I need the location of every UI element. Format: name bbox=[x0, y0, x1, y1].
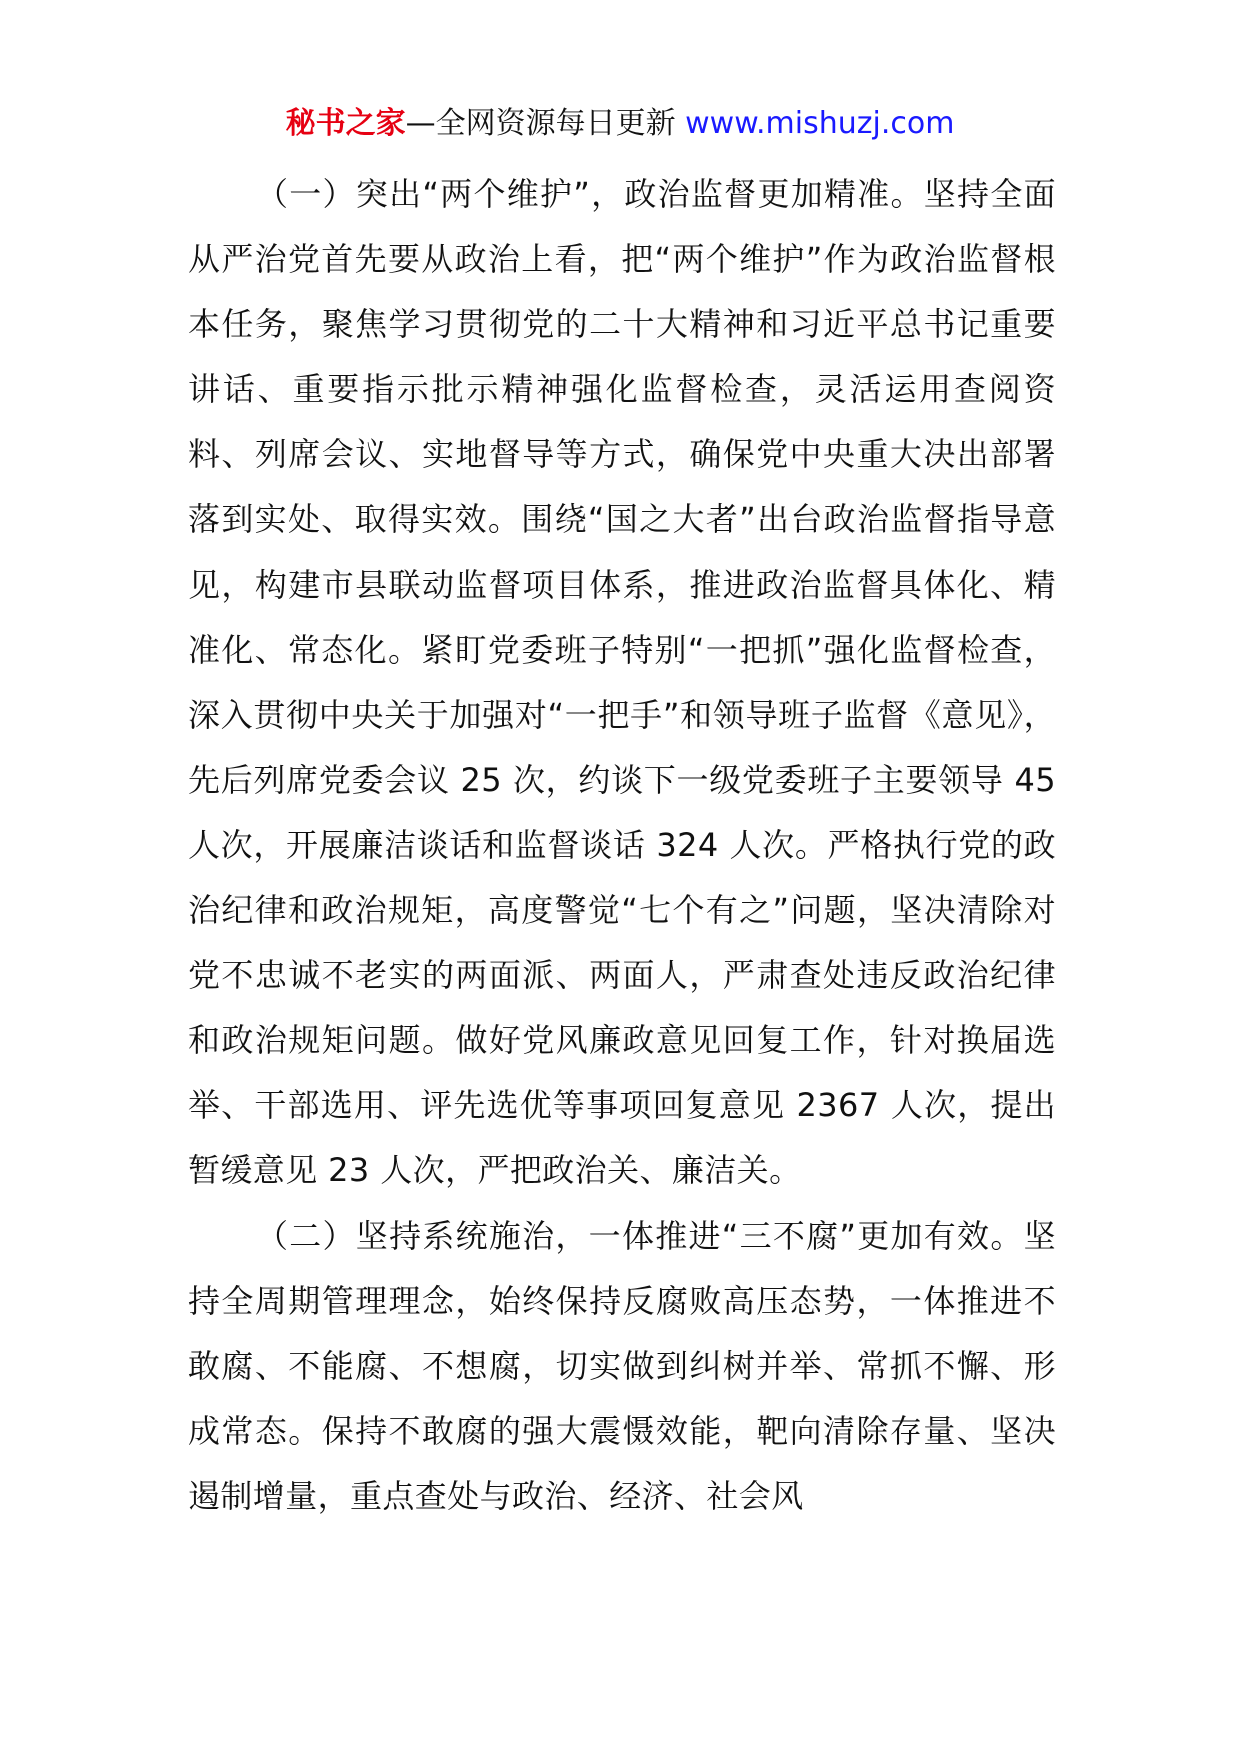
header-slogan: —全网资源每日更新 bbox=[405, 106, 686, 141]
website-link[interactable]: www.mishuzj.com bbox=[685, 106, 955, 141]
paragraph-one: （一）突出“两个维护”，政治监督更加精准。坚持全面从严治党首先要从政治上看，把“两个维护”作为政治监督根本任务，聚焦学习贯彻党的二十大精神和习近平总书记重要讲话、重要指示批示精神强化监督检查，灵活运用查阅资料、列席会议、实地督导等方式，确保党中央重大决出部署落到实处、取得实效。围绕“国之大者”出台政治监督指导意见，构建市县联动监督项目体系，推进政治监督具体化、精准化、常态化。紧盯党委班子特别“一把抓”强化监督检查，深入贯彻中央关于加强对“一把手”和领导班子监督《意见》，先后列席党委会议 25 次，约谈下一级党委班子主要领导 45 人次，开展廉洁谈话和监督谈话 324 人次。严格执行党的政治纪律和政治规矩，高度警觉“七个有之”问题，坚决清除对党不忠诚不老实的两面派、两面人，严肃查处违反政治纪律和政治规矩问题。做好党风廉政意见回复工作，针对换届选举、干部选用、评先选优等事项回复意见 2367 人次，提出暂缓意见 23 人次，严把政治关、廉洁关。 bbox=[188, 175, 1056, 1190]
paragraph-two: （二）坚持系统施治，一体推进“三不腐”更加有效。坚持全周期管理理念，始终保持反腐败高压态势，一体推进不敢腐、不能腐、不想腐，切实做到纠树并举、常抓不懈、形成常态。保持不敢腐的强大震慑效能，靶向清除存量、坚决遏制增量，重点查处与政治、经济、社会风 bbox=[188, 1216, 1056, 1515]
document-body bbox=[188, 162, 1056, 1529]
document-header bbox=[0, 100, 1240, 148]
brand-name: 秘书之家 bbox=[285, 106, 406, 141]
